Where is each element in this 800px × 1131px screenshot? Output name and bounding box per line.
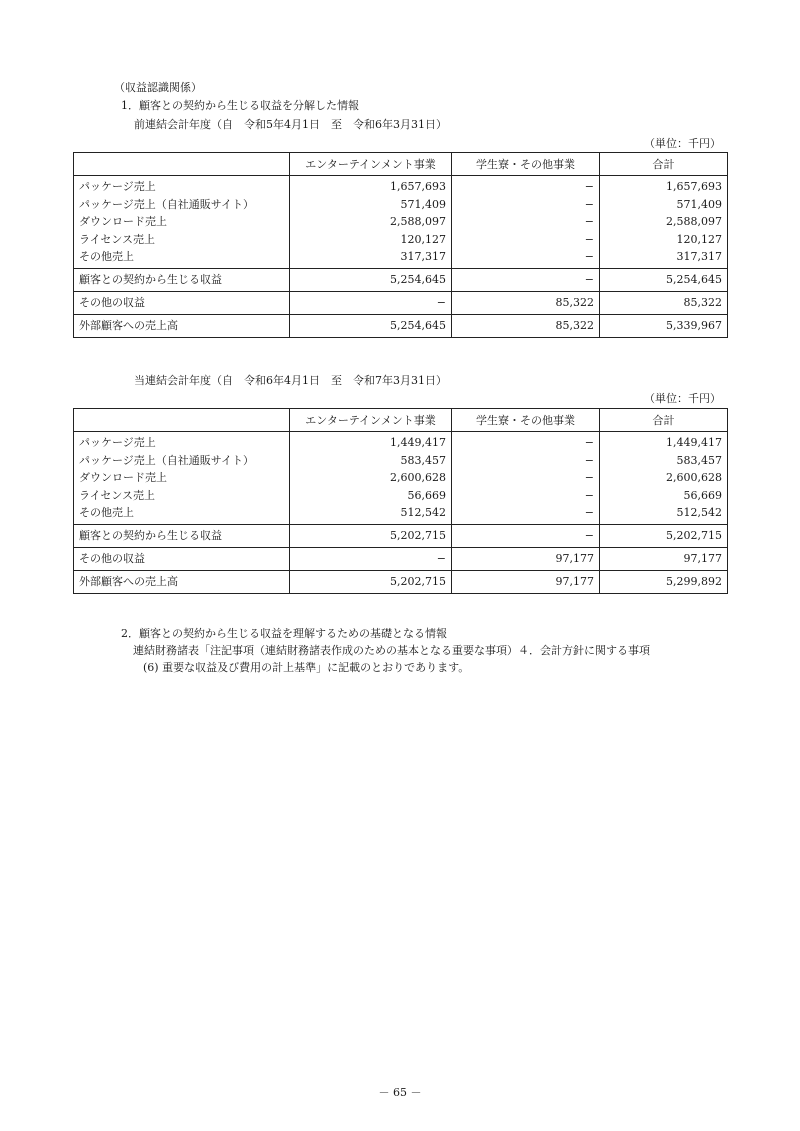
- row-label: その他の収益: [74, 547, 290, 570]
- cell-value: −: [452, 268, 600, 291]
- row-label: 外部顧客への売上高: [74, 570, 290, 593]
- table-row-other-revenue: [74, 291, 728, 314]
- row-label: その他売上: [79, 250, 134, 263]
- item2-body-line1: 連結財務諸表「注記事項（連結財務諸表作成のための基本となる重要な事項）４．会計方針に関する事項: [133, 644, 650, 657]
- detail-entertainment-values: [290, 176, 452, 269]
- row-label: ダウンロード売上: [79, 215, 167, 228]
- cell-value: 317,317: [676, 250, 722, 263]
- cell-value: −: [584, 436, 594, 449]
- table-header-row: [74, 409, 728, 432]
- detail-labels: [74, 176, 290, 269]
- table-row-contract-revenue: [74, 524, 728, 547]
- column-header-entertainment: エンターテインメント事業: [290, 153, 452, 176]
- cell-value: 120,127: [400, 232, 446, 246]
- cell-value: −: [584, 215, 594, 228]
- column-header-dorm-other: 学生寮・その他事業: [452, 409, 600, 432]
- row-label: ライセンス売上: [79, 232, 156, 246]
- cell-value: 571,409: [676, 197, 722, 211]
- table-row-external-sales: [74, 314, 728, 337]
- item2-body-line2: (6) 重要な収益及び費用の計上基準」に記載のとおりであります。: [143, 661, 470, 674]
- cell-value: 583,457: [400, 453, 446, 467]
- cell-value: 5,202,715: [290, 524, 452, 547]
- column-header-category: [74, 153, 290, 176]
- detail-dorm-other-values: [452, 432, 600, 525]
- row-label: パッケージ売上（自社通販サイト）: [79, 453, 255, 467]
- cell-value: −: [584, 197, 594, 211]
- row-label: その他売上: [79, 506, 134, 519]
- cell-value: 56,669: [407, 488, 446, 502]
- row-label: 顧客との契約から生じる収益: [74, 268, 290, 291]
- row-label: パッケージ売上（自社通販サイト）: [79, 197, 255, 211]
- cell-value: 2,588,097: [390, 215, 446, 228]
- cell-value: −: [584, 250, 594, 263]
- section-title: （収益認識関係）: [114, 81, 202, 94]
- cell-value: 5,202,715: [290, 570, 452, 593]
- cell-value: 1,657,693: [666, 180, 722, 193]
- item1-title: 1．顧客との契約から生じる収益を分解した情報: [121, 99, 359, 112]
- table1-period: 前連結会計年度（自 令和5年4月1日 至 令和6年3月31日）: [134, 118, 447, 131]
- detail-entertainment-values: [290, 432, 452, 525]
- cell-value: 56,669: [683, 488, 722, 502]
- cell-value: 85,322: [600, 291, 728, 314]
- cell-value: 5,254,645: [290, 314, 452, 337]
- cell-value: 512,542: [400, 506, 446, 519]
- cell-value: −: [584, 488, 594, 502]
- cell-value: 5,339,967: [600, 314, 728, 337]
- cell-value: 512,542: [676, 506, 722, 519]
- detail-dorm-other-values: [452, 176, 600, 269]
- item2-title: 2．顧客との契約から生じる収益を理解するための基礎となる情報: [121, 627, 447, 640]
- cell-value: −: [584, 471, 594, 484]
- cell-value: 85,322: [452, 314, 600, 337]
- row-label: ライセンス売上: [79, 488, 156, 502]
- page-number: － 65 －: [378, 1086, 422, 1099]
- table-row-external-sales: [74, 570, 728, 593]
- cell-value: −: [584, 232, 594, 246]
- cell-value: 1,657,693: [390, 180, 446, 193]
- cell-value: 5,254,645: [600, 268, 728, 291]
- column-header-dorm-other: 学生寮・その他事業: [452, 153, 600, 176]
- cell-value: 97,177: [452, 570, 600, 593]
- row-label: パッケージ売上: [79, 436, 156, 449]
- table-row-details: [74, 432, 728, 525]
- cell-value: 5,299,892: [600, 570, 728, 593]
- column-header-total: 合計: [600, 409, 728, 432]
- cell-value: 317,317: [400, 250, 446, 263]
- table2-revenue-breakdown: [73, 408, 728, 594]
- row-label: その他の収益: [74, 291, 290, 314]
- cell-value: −: [584, 506, 594, 519]
- cell-value: 2,600,628: [666, 471, 722, 484]
- column-header-total: 合計: [600, 153, 728, 176]
- table-header-row: [74, 153, 728, 176]
- detail-labels: [74, 432, 290, 525]
- table2-unit-label: （単位：千円）: [644, 392, 721, 405]
- table1-revenue-breakdown: [73, 152, 728, 338]
- column-header-category: [74, 409, 290, 432]
- cell-value: 5,254,645: [290, 268, 452, 291]
- row-label: パッケージ売上: [79, 180, 156, 193]
- row-label: ダウンロード売上: [79, 471, 167, 484]
- cell-value: 1,449,417: [390, 436, 446, 449]
- cell-value: 2,600,628: [390, 471, 446, 484]
- table-row-details: [74, 176, 728, 269]
- cell-value: 120,127: [676, 232, 722, 246]
- cell-value: 97,177: [600, 547, 728, 570]
- cell-value: 85,322: [452, 291, 600, 314]
- cell-value: 583,457: [676, 453, 722, 467]
- detail-total-values: [600, 432, 728, 525]
- cell-value: 1,449,417: [666, 436, 722, 449]
- cell-value: −: [290, 547, 452, 570]
- cell-value: 571,409: [400, 197, 446, 211]
- table1-unit-label: （単位：千円）: [644, 137, 721, 150]
- cell-value: −: [584, 453, 594, 467]
- cell-value: 97,177: [452, 547, 600, 570]
- table2-period: 当連結会計年度（自 令和6年4月1日 至 令和7年3月31日）: [134, 374, 447, 387]
- column-header-entertainment: エンターテインメント事業: [290, 409, 452, 432]
- row-label: 顧客との契約から生じる収益: [74, 524, 290, 547]
- table-row-contract-revenue: [74, 268, 728, 291]
- detail-total-values: [600, 176, 728, 269]
- row-label: 外部顧客への売上高: [74, 314, 290, 337]
- cell-value: 2,588,097: [666, 215, 722, 228]
- cell-value: −: [452, 524, 600, 547]
- cell-value: 5,202,715: [600, 524, 728, 547]
- cell-value: −: [584, 180, 594, 193]
- cell-value: −: [290, 291, 452, 314]
- table-row-other-revenue: [74, 547, 728, 570]
